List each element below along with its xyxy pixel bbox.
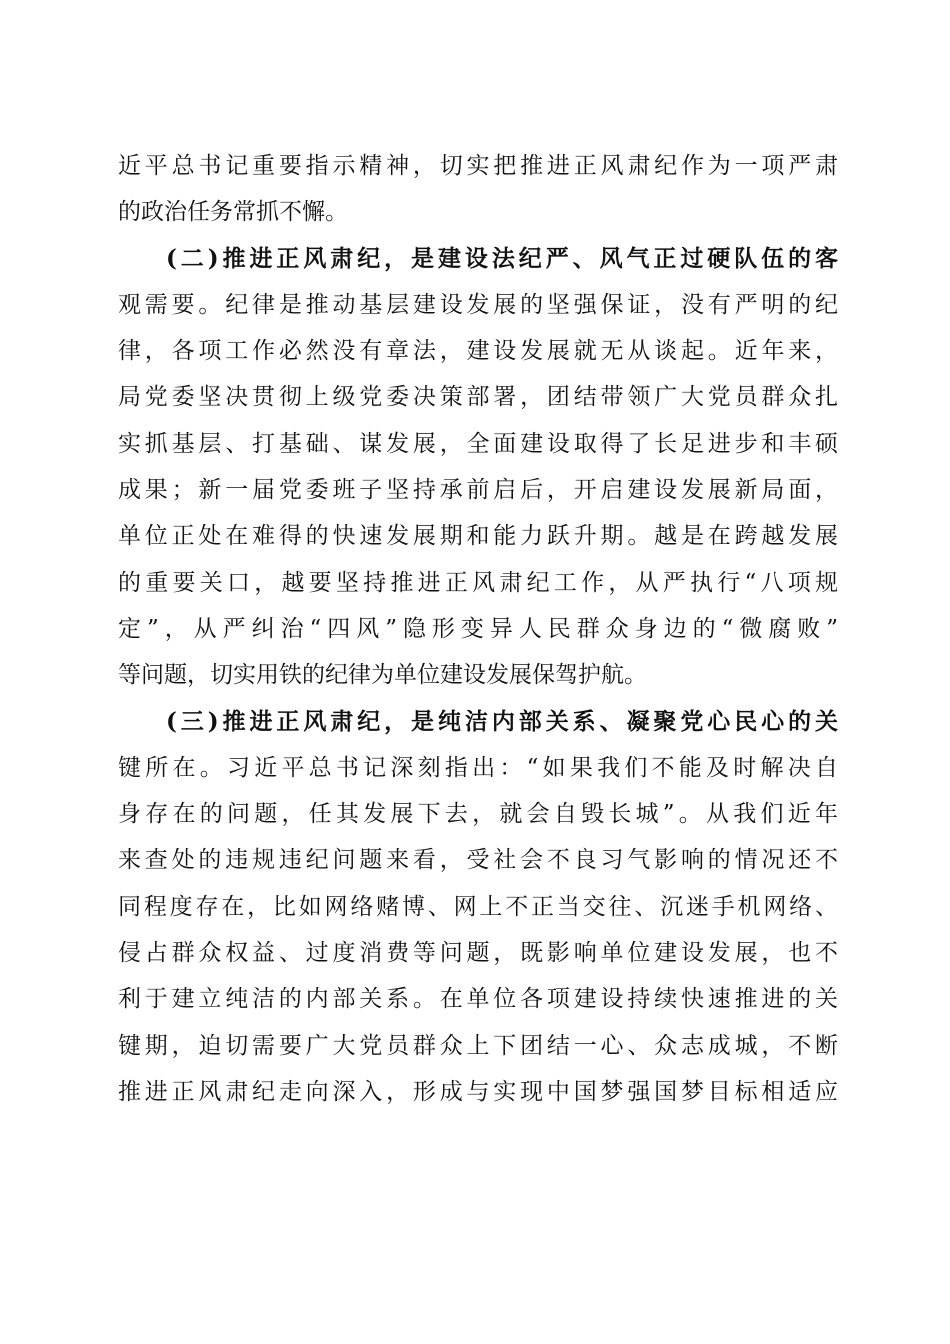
text-line: 等问题，切实用铁的纪律为单位建设发展保驾护航。 — [118, 662, 647, 689]
text-line: 观需要。纪律是推动基层建设发展的坚强保证，没有严明的纪 — [118, 291, 838, 318]
text-line: 局党委坚决贯彻上级党委决策部署，团结带领广大党员群众扎 — [118, 384, 838, 411]
paragraph-2 — [118, 236, 838, 699]
paragraph-3 — [118, 699, 838, 1116]
text-line: 利于建立纯洁的内部关系。在单位各项建设持续快速推进的关 — [118, 986, 838, 1013]
text-line: 定”，从严纠治“四风”隐形变异人民群众身边的“微腐败” — [118, 615, 838, 642]
text-line: 实抓基层、打基础、谋发展，全面建设取得了长足进步和丰硕 — [118, 430, 838, 457]
section-heading-3: (三)推进正风肃纪，是纯洁内部关系、凝聚党心民心的关 — [166, 707, 838, 735]
text-line: 来查处的违规违纪问题来看，受社会不良习气影响的情况还不 — [118, 847, 838, 874]
text-line: 的重要关口，越要坚持推进正风肃纪工作，从严执行“八项规 — [118, 569, 838, 596]
text-line: 的政治任务常抓不懈。 — [118, 199, 348, 226]
text-line: 单位正处在难得的快速发展期和能力跃升期。越是在跨越发展 — [118, 523, 838, 550]
text-line: 键所在。习近平总书记深刻指出：“如果我们不能及时解决自 — [118, 754, 838, 781]
paragraph-1 — [118, 143, 838, 236]
section-heading-2: (二)推进正风肃纪，是建设法纪严、风气正过硬队伍的客 — [166, 244, 838, 272]
text-line: 同程度存在，比如网络赌博、网上不正当交往、沉迷手机网络、 — [118, 893, 838, 920]
text-line: 近平总书记重要指示精神，切实把推进正风肃纪作为一项严肃 — [118, 153, 838, 179]
document-body — [118, 143, 838, 1115]
text-line: 键期，迫切需要广大党员群众上下团结一心、众志成城，不断 — [118, 1032, 838, 1059]
text-line: 侵占群众权益、过度消费等问题，既影响单位建设发展，也不 — [118, 940, 838, 967]
text-line: 成果；新一届党委班子坚持承前启后，开启建设发展新局面， — [118, 477, 838, 504]
text-line: 身存在的问题，任其发展下去，就会自毁长城”。从我们近年 — [118, 801, 838, 828]
text-line: 律，各项工作必然没有章法，建设发展就无从谈起。近年来， — [118, 338, 838, 365]
text-line: 推进正风肃纪走向深入，形成与实现中国梦强国梦目标相适应 — [118, 1078, 838, 1105]
